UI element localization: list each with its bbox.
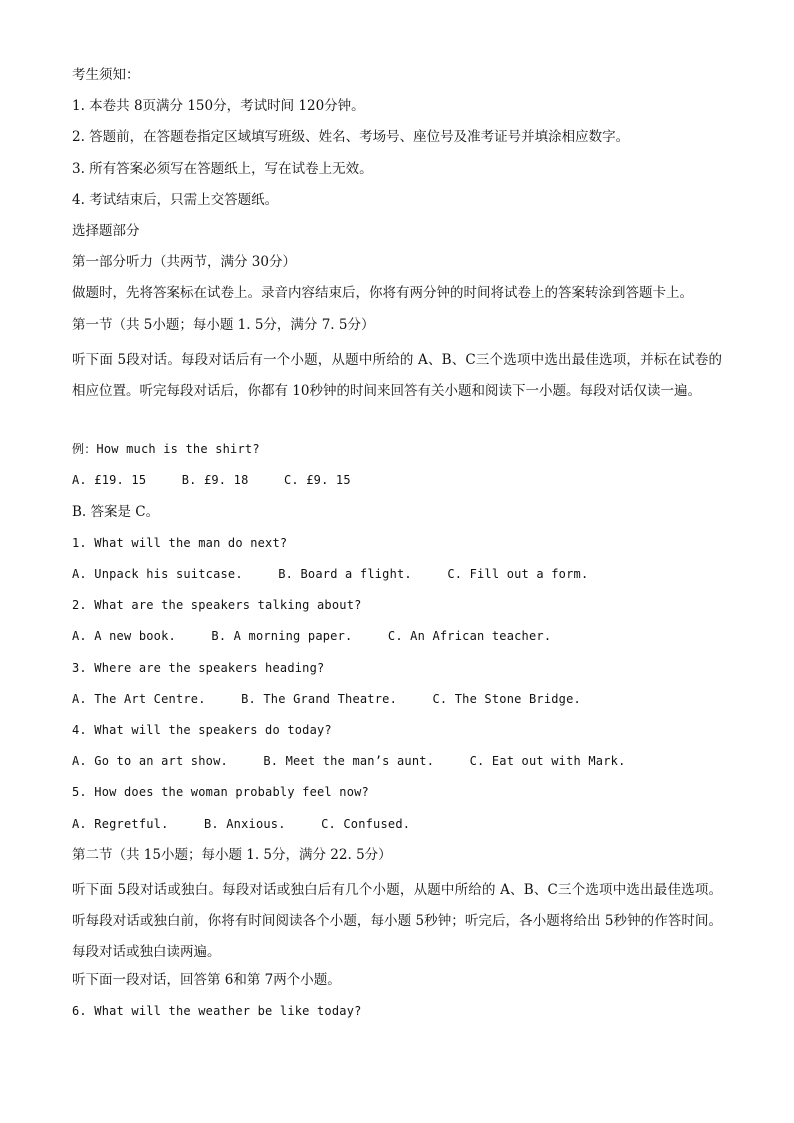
question: 5. How does the woman probably feel now? [72, 785, 369, 800]
question: 1. What will the man do next? [72, 535, 288, 550]
notice-heading: 考生须知： [72, 67, 140, 83]
example-options [72, 469, 722, 500]
question-options [72, 750, 722, 781]
option-a: A. The Art Centre. [72, 691, 206, 706]
option-b: B. Board a flight. [278, 567, 412, 582]
option-b: B. A morning paper. [211, 629, 353, 644]
dialogue-intro: 听下面一段对话，回答第 6和第 7两个小题。 [72, 971, 341, 988]
question: 3. Where are the speakers heading? [72, 660, 325, 675]
question-options [72, 688, 722, 719]
section2-title: 第二节（共 15小题；每小题 1. 5分，满分 22. 5分） [72, 846, 392, 863]
option-b: B. Meet the man’s aunt. [263, 754, 435, 769]
section2-instruction: 听下面 5段对话或独白。每段对话或独白后有几个小题，从题中所给的 A、B、C三个选项中选出最佳选项。听每段对话或独白前，你将有时间阅读各个小题，每小题 5秒钟；听完后，各小题将给出 5秒钟的作答时间。每段对话或独白读两遍。 [72, 881, 722, 961]
option-b: B. The Grand Theatre. [241, 691, 398, 706]
section1-title: 第一节（共 5小题；每小题 1. 5分，满分 7. 5分） [72, 316, 375, 333]
example-answer: B. 答案是 C。 [72, 503, 160, 520]
notice-item: 1. 本卷共 8页满分 150分，考试时间 120分钟。 [72, 98, 365, 115]
exam-page [72, 64, 722, 1031]
part1-instruction: 做题时，先将答案标在试卷上。录音内容结束后，你将有两分钟的时间将试卷上的答案转涂到答题卡上。 [72, 285, 693, 302]
option-c: C. Fill out a form. [447, 567, 589, 582]
option-c: C. An African teacher. [387, 629, 552, 644]
notice-item: 2. 答题前，在答题卷指定区域填写班级、姓名、考场号、座位号及准考证号并填涂相应数字。 [72, 129, 630, 146]
notice-item: 4. 考试结束后，只需上交答题纸。 [72, 191, 279, 208]
option-a: A. Go to an art show. [72, 754, 228, 769]
question-options [72, 813, 722, 844]
question-options [72, 563, 722, 594]
notice-item: 3. 所有答案必须写在答题纸上，写在试卷上无效。 [72, 160, 373, 177]
option-a: A. Regretful. [72, 816, 169, 831]
option-a: A. Unpack his suitcase. [72, 567, 243, 582]
option-a: A. A new book. [72, 629, 176, 644]
question: 2. What are the speakers talking about? [72, 598, 362, 613]
section-title: 选择题部分 [72, 222, 140, 239]
example-question: 例：How much is the shirt? [72, 442, 260, 457]
section1-instruction: 听下面 5段对话。每段对话后有一个小题，从题中所给的 A、B、C三个选项中选出最佳选项，并标在试卷的相应位置。听完每段对话后，你都有 10秒钟的时间来回答有关小题和阅读下一小题。每段对话仅读一遍。 [72, 351, 722, 399]
option-c: C. Confused. [321, 816, 411, 831]
option-b: B. £9. 18 [181, 473, 249, 488]
question: 6. What will the weather be like today? [72, 1003, 362, 1018]
question: 4. What will the speakers do today? [72, 722, 332, 737]
option-a: A. £19. 15 [72, 473, 147, 488]
option-c: C. Eat out with Mark. [469, 754, 626, 769]
option-c: C. The Stone Bridge. [432, 691, 581, 706]
part1-title: 第一部分听力（共两节，满分 30分） [72, 254, 296, 271]
question-options [72, 625, 722, 656]
option-c: C. £9. 15 [283, 473, 351, 488]
option-b: B. Anxious. [203, 816, 286, 831]
